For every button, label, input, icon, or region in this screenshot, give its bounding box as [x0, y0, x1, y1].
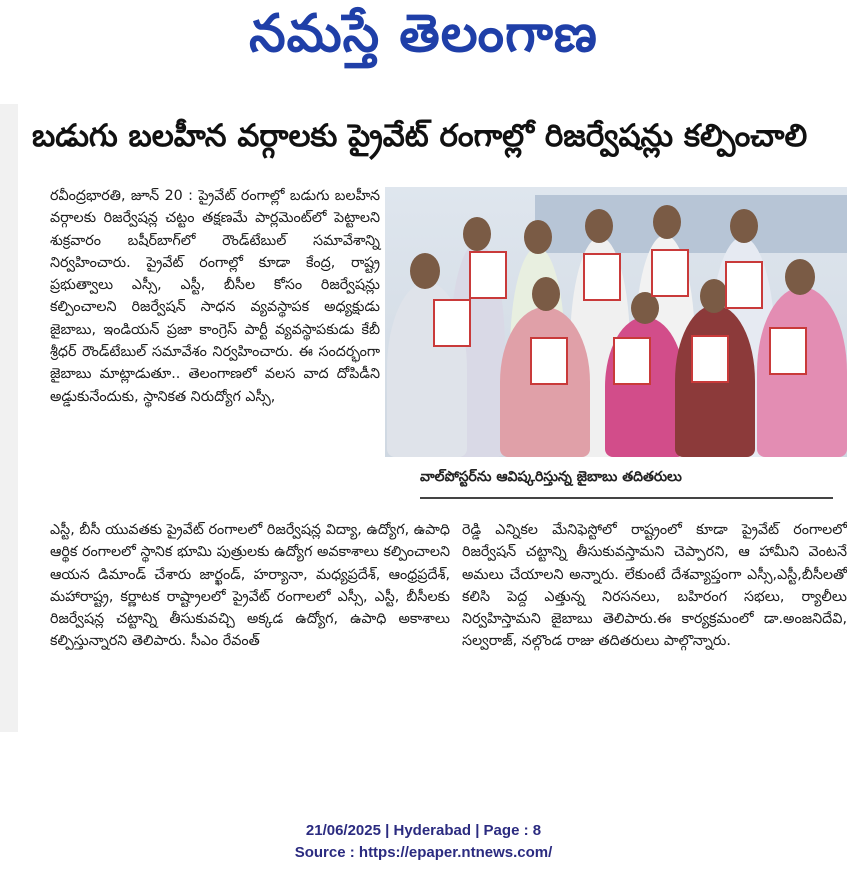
person-head — [585, 209, 613, 243]
person-head — [410, 253, 440, 289]
wall-poster — [530, 337, 568, 385]
footer-date-edition: 21/06/2025 | Hyderabad | Page : 8 — [305, 822, 542, 839]
person-head — [524, 220, 552, 254]
person-head — [730, 209, 758, 243]
article-body-right: రెడ్డి ఎన్నికల మేనిఫెస్టోలో రాష్ట్రంలో కూడా ప్రైవేట్ రంగాలలో రిజర్వేషన్ చట్టాన్ని తీసుకువస్తామని చెప్పారని, ఆ హామీని వెంటనే అమలు చేయాలని అన్నారు. లేకుంటే దేశవ్యాప్తంగా ఎస్సీ,ఎస్టీ,బీసీలతో కలిసి పెద్ద ఎత్తున్న నిరసనలు, బహిరంగ సభలు, ర్యాలీలు నిర్వహిస్తామని జైబాబు తెలిపారు.ఈ కార్యక్రమంలో డా.అంజనిదేవి, సల్వరాజ్, నల్గొండ రాజు తదితరులు పాల్గొన్నారు. — [462, 522, 847, 650]
article-column-left — [50, 185, 380, 408]
wall-poster — [469, 251, 507, 299]
person-head — [463, 217, 491, 251]
wall-poster — [769, 327, 807, 375]
wall-poster — [613, 337, 651, 385]
wall-poster — [433, 299, 471, 347]
person-head — [653, 205, 681, 239]
wall-poster — [691, 335, 729, 383]
photo-background-banner — [535, 195, 847, 253]
photo-caption: వాల్‌పోస్టర్‌ను ఆవిష్కరిస్తున్న జైబాబు తదితరులు — [420, 469, 682, 485]
page-footer — [0, 820, 847, 864]
masthead — [0, 0, 847, 80]
wall-poster — [583, 253, 621, 301]
wall-poster — [651, 249, 689, 297]
page-edge-strip — [0, 104, 18, 732]
article-column-wide — [50, 519, 450, 653]
person-head — [532, 277, 560, 311]
caption-divider — [420, 497, 833, 499]
article-body-left: రవీంద్రభారతి, జూన్ 20 : ప్రైవేట్ రంగాల్లో బడుగు బలహీన వర్గాలకు రిజర్వేషన్ల చట్టం తక్షణమే పార్లమెంట్‌లో పెట్టాలని శుక్రవారం బషీర్‌బాగ్‌లో రౌండ్‌టేబుల్ సమావేశాన్ని నిర్వహించారు. ప్రైవేట్ రంగాల్లో కూడా కేంద్ర, రాష్ట్ర ప్రభుత్వాలు ఎస్సీ, ఎస్టీ, బీసీల కోసం రిజర్వేషన్లు కల్పించాలని రిజర్వేషన్ సాధన వ్యవస్థాపక అధ్యక్షుడు జైబాబు, ఇండియన్ ప్రజా కాంగ్రెస్ పార్టీ వ్యవస్థాపకుడు కేబీ శ్రీధర్ రౌండ్‌టేబుల్ సమావేశం నిర్వహించారు. ఈ సందర్భంగా జైబాబు మాట్లాడుతూ.. తెలంగాణలో వలస వాద దోపిడీని అడ్డుకునేందుకు, స్థానికత నిరుద్యోగ ఎస్సీ, — [50, 188, 380, 405]
footer-source: Source : https://epaper.ntnews.com/ — [294, 844, 553, 861]
article-headline: బడుగు బలహీన వర్గాలకు ప్రైవేట్ రంగాల్లో రిజర్వేషన్లు కల్పించాలి — [32, 118, 808, 154]
article-column-right — [462, 519, 847, 653]
article-body-wide: ఎస్టీ, బీసీ యువతకు ప్రైవేట్ రంగాలలో రిజర్వేషన్ల విద్యా, ఉద్యోగ, ఉపాధి ఆర్థిక రంగాలలో స్థానిక భూమి పుత్రులకు ఉద్యోగ అవకాశాలు కల్పించాలని ఆయన డిమాండ్ చేశారు జార్ఖండ్, హర్యానా, మధ్యప్రదేశ్, ఆంధ్రప్రదేశ్, మహారాష్ట్ర, కర్ణాటక రాష్ట్రాలలో ప్రైవేట్ రంగాలలో ఎస్సీ, ఎస్టీ, బీసీలకు రిజర్వేషన్ల చట్టాన్ని తీసుకువచ్చి అక్కడ ఉద్యోగ, ఉపాధి అకాశాలు కల్పిస్తున్నారని తెలిపారు. సీఎం రేవంత్ — [50, 522, 450, 650]
wall-poster — [725, 261, 763, 309]
newspaper-title: నమస్తే తెలంగాణ — [249, 4, 598, 64]
article-photo — [385, 187, 847, 457]
person-head — [785, 259, 815, 295]
person-head — [700, 279, 728, 313]
